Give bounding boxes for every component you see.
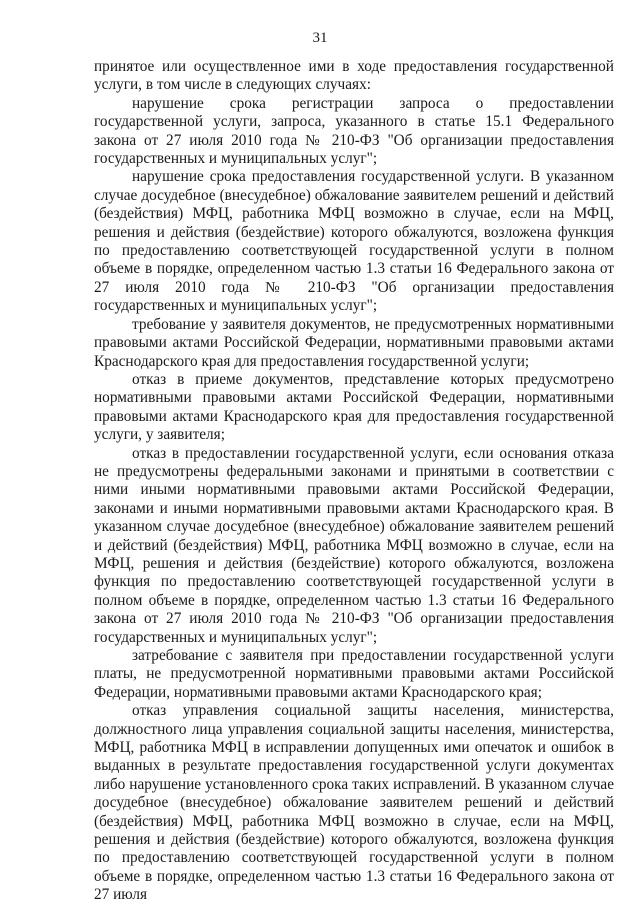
paragraph-document-refusal: отказ в приеме документов, представление которых предусмотрено нормативными правовыми актами Российской Федерации, нормативными правовыми актами Краснодарского края для предоставления государственной услуги, у заявителя; bbox=[94, 370, 614, 444]
document-body bbox=[94, 58, 614, 905]
page-number: 31 bbox=[312, 30, 328, 46]
paragraph-service-refusal: отказ в предоставлении государственной услуги, если основания отказа не предусмотрены федеральными законами и принятыми в соответствии с ними иными нормативными правовыми актами Российской Федерации, законами и иными нормативными правовыми актами Краснодарского края. В указанном случае досудебное (внесудебное) обжалование заявителем решений и действий (бездействия) МФЦ, работника МФЦ возможно в случае, если на МФЦ, решения и действия (бездействие) которого обжалуются, возложена функция по предоставлению соответствующей государственной услуги в полном объеме в порядке, определенном частью 1.3 статьи 16 Федерального закона от 27 июля 2010 года № 210-ФЗ "Об организации предоставления государственных и муниципальных услуг"; bbox=[94, 444, 614, 646]
paragraph-registration-violation: нарушение срока регистрации запроса о предоставлении государственной услуги, запроса, указанного в статье 15.1 Федерального закона от 27 июля 2010 года № 210-ФЗ "Об организации предоставления государственных и муниципальных услуг"; bbox=[94, 94, 614, 168]
paragraph-fee-requirement: затребование с заявителя при предоставлении государственной услуги платы, не предусмотренной нормативными правовыми актами Российской Федерации, нормативными правовыми актами Краснодарского края; bbox=[94, 647, 614, 701]
paragraph-error-correction-refusal: отказ управления социальной защиты населения, министерства, должностного лица управления социальной защиты населения, министерства, МФЦ, работника МФЦ в исправлении допущенных ими опечаток и ошибок в выданных в результате предоставления государственной услуги документах либо нарушение установленного срока таких исправлений. В указанном случае досудебное (внесудебное) обжалование заявителем решений и действий (бездействия) МФЦ, работника МФЦ возможно в случае, если на МФЦ, решения и действия (бездействие) которого обжалуются, возложена функция по предоставлению соответствующей государственной услуги в полном объеме в порядке, определенном частью 1.3 статьи 16 Федерального закона от 27 июля bbox=[94, 702, 614, 904]
paragraph-service-term-violation: нарушение срока предоставления государственной услуги. В указанном случае досудебное (внесудебное) обжалование заявителем решений и действий (бездействия) МФЦ, работника МФЦ возможно в случае, если на МФЦ, решения и действия (бездействие) которого обжалуются, возложена функция по предоставлению соответствующей государственной услуги в полном объеме в порядке, определенном частью 1.3 статьи 16 Федерального закона от 27 июля 2010 года № 210-ФЗ "Об организации предоставления государственных и муниципальных услуг"; bbox=[94, 168, 614, 315]
paragraph-continued-intro: принятое или осуществленное ими в ходе предоставления государственной услуги, в том числе в следующих случаях: bbox=[94, 58, 614, 94]
paragraph-document-requirement: требование у заявителя документов, не предусмотренных нормативными правовыми актами Российской Федерации, нормативными правовыми актами Краснодарского края для предоставления государственной услуги; bbox=[94, 315, 614, 370]
